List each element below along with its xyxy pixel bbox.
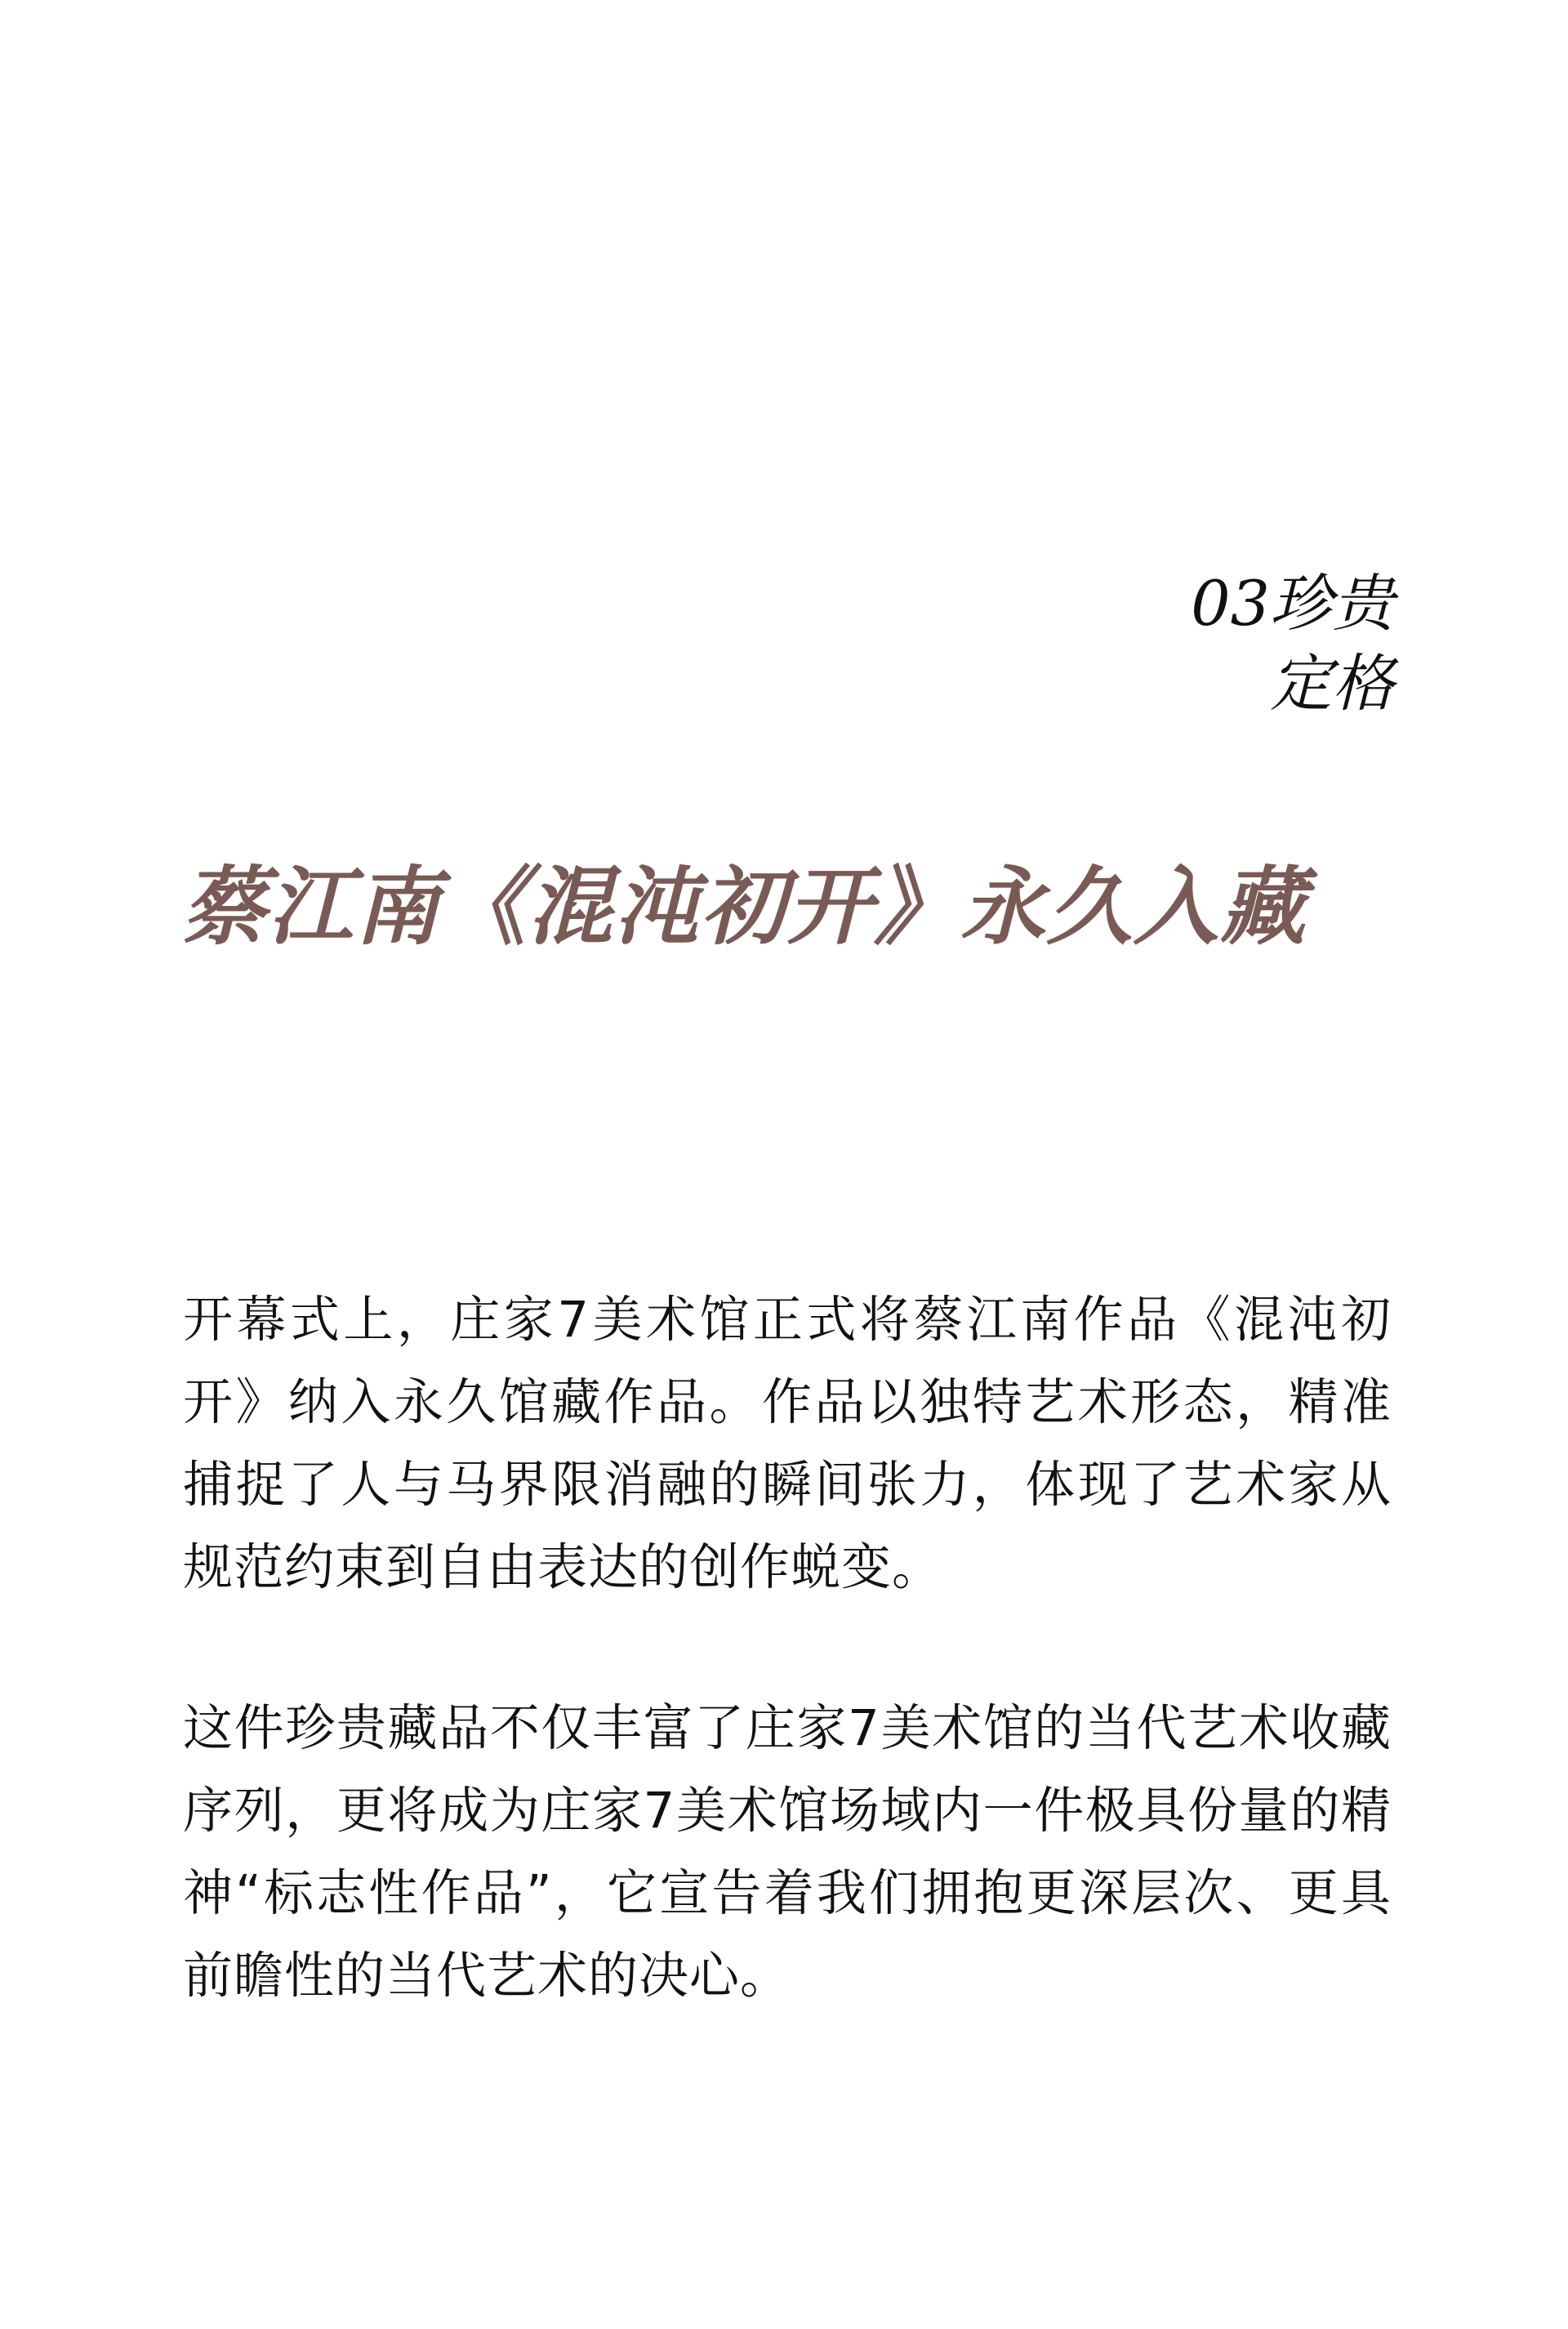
section-label-line-2: 定格: [1270, 647, 1394, 720]
article-headline: 蔡江南《混沌初开》永久入藏: [181, 856, 1307, 957]
body-paragraph-1: 开幕式上，庄家7美术馆正式将蔡江南作品《混沌初开》纳入永久馆藏作品。作品以独特艺术形态，精准捕捉了人与马界限消融的瞬间张力，体现了艺术家从规范约束到自由表达的创作蜕变。: [183, 1291, 1392, 1596]
section-label: [904, 564, 1394, 724]
section-label-line-1: 03珍贵: [1191, 567, 1394, 640]
body-paragraph-2: 这件珍贵藏品不仅丰富了庄家7美术馆的当代艺术收藏序列，更将成为庄家7美术馆场域内一件极具份量的精神“标志性作品”，它宣告着我们拥抱更深层次、更具前瞻性的当代艺术的决心。: [183, 1699, 1392, 2005]
